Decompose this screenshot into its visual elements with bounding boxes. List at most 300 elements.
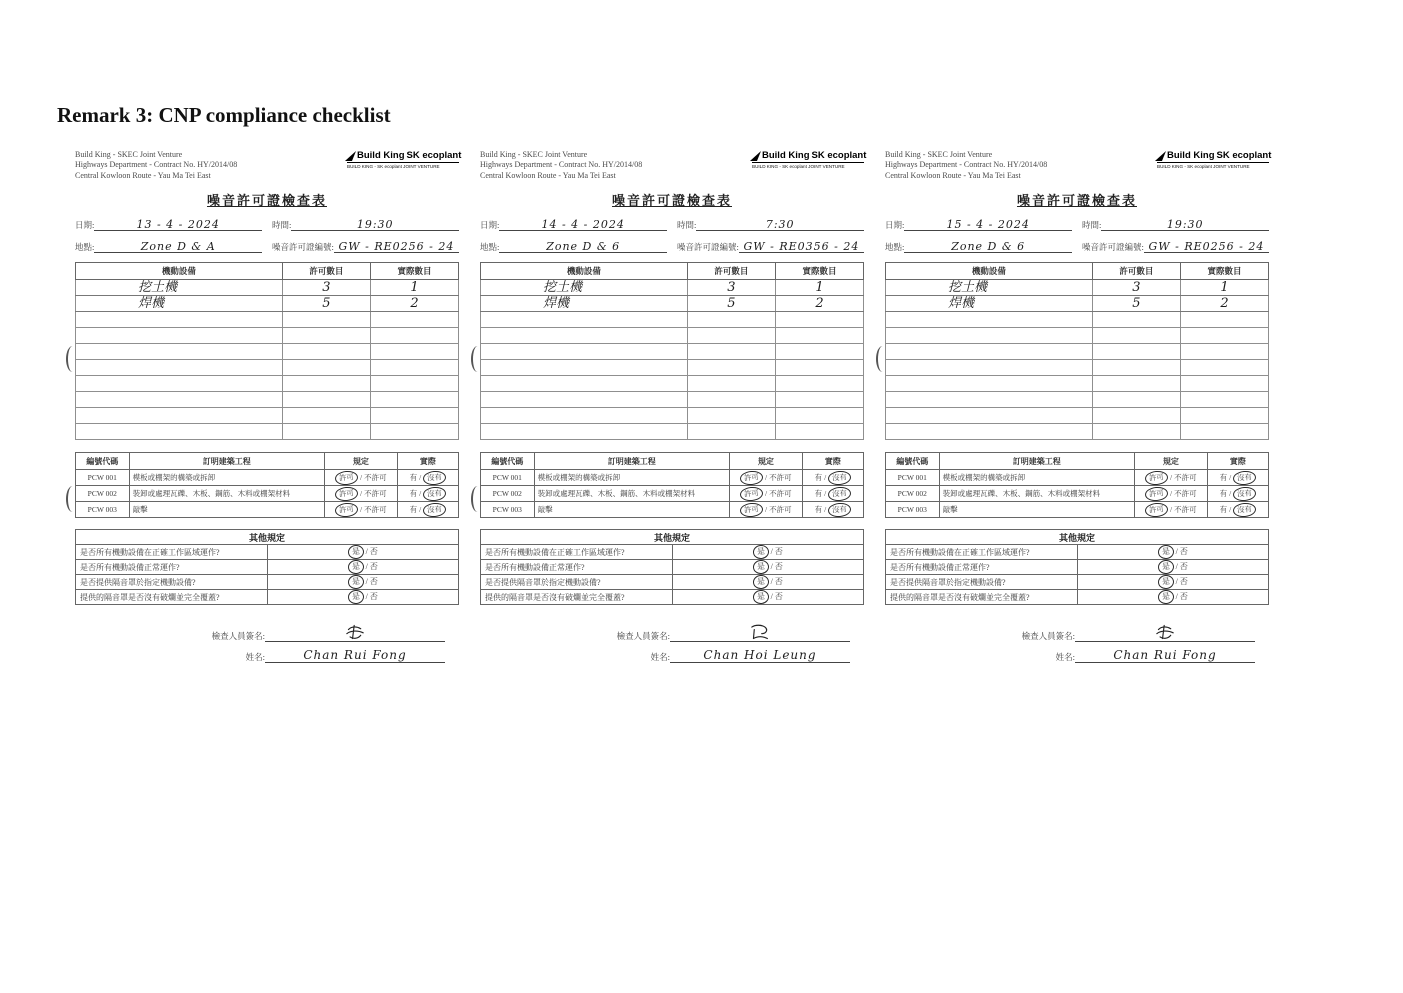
permit-no-label: 噪音許可證編號: <box>1082 242 1144 253</box>
logo-flag-icon <box>1155 151 1166 161</box>
time-label: 時間: <box>677 220 697 231</box>
cnp-form-2 <box>480 150 867 663</box>
time-label: 時間: <box>1082 220 1102 231</box>
location-label: 地點: <box>480 242 500 253</box>
logo-flag-icon <box>750 151 761 161</box>
option-separator: / <box>770 547 773 557</box>
pcw-desc: 裝卸或處理瓦礫、木板、鋼筋、木料或棚架材料 <box>939 486 1134 502</box>
other-rules-table <box>480 529 864 605</box>
other-question: 是否所有機動設備正常運作? <box>886 560 1078 575</box>
circled-answer: 沒有 <box>828 502 852 518</box>
form-title: 噪音許可證檢查表 <box>206 193 327 209</box>
circled-answer: 沒有 <box>1233 486 1257 502</box>
signature-scribble <box>338 623 372 641</box>
circled-answer: 沒有 <box>423 486 447 502</box>
option-separator: / <box>365 577 368 587</box>
permitted-count-header: 許可數目 <box>282 263 370 280</box>
option-separator: / <box>1175 562 1178 572</box>
option-separator: / <box>824 472 827 482</box>
table-row <box>481 486 864 502</box>
option-no: 否 <box>774 562 783 572</box>
other-question: 是否所有機動設備正常運作? <box>76 560 268 575</box>
equipment-name: 挖土機 <box>76 280 283 296</box>
table-row-empty <box>886 360 1269 376</box>
circled-answer: 是 <box>1157 575 1174 590</box>
table-row <box>76 590 459 605</box>
actual-count: 2 <box>370 296 458 312</box>
permitted-count: 5 <box>687 296 775 312</box>
time-value: 19:30 <box>356 218 394 232</box>
circled-answer: 是 <box>347 590 364 605</box>
option-have: 有 <box>814 488 823 498</box>
inspector-signature-label: 檢查人員簽名: <box>211 631 265 642</box>
option-not-permitted: 不許可 <box>364 472 387 482</box>
permit-no-field <box>1082 239 1269 253</box>
inspector-signature-label: 檢查人員簽名: <box>1021 631 1075 642</box>
form-title: 噪音許可證檢查表 <box>611 193 732 209</box>
buildking-sk-logo <box>752 150 867 169</box>
inspector-name: Chan Rui Fong <box>1113 648 1217 663</box>
location-field <box>885 239 1072 253</box>
form-title: 噪音許可證檢查表 <box>1016 193 1137 209</box>
actual-count-header: 實際數目 <box>775 263 863 280</box>
pcw-actual-header: 實際 <box>1207 453 1268 470</box>
table-row-empty <box>481 408 864 424</box>
logo-brand-sk-ecoplant: SK ecoplant <box>1216 150 1272 161</box>
table-row <box>886 296 1269 312</box>
pcw-code: PCW 003 <box>886 502 940 518</box>
logo-brand-sk-ecoplant: SK ecoplant <box>406 150 462 161</box>
circled-answer: 是 <box>752 575 769 590</box>
other-rules-title: 其他規定 <box>76 530 459 545</box>
signature-block <box>193 623 445 663</box>
table-row <box>481 296 864 312</box>
equipment-header: 機動設備 <box>76 263 283 280</box>
equipment-name: 焊機 <box>481 296 688 312</box>
logo-brand-buildking: Build King <box>762 150 810 161</box>
table-row <box>481 575 864 590</box>
table-row-empty <box>481 328 864 344</box>
table-row-empty <box>886 328 1269 344</box>
pcw-code: PCW 001 <box>481 470 535 486</box>
option-no: 否 <box>369 592 378 602</box>
option-no: 否 <box>1179 577 1188 587</box>
permit-no-value: GW - RE0256 - 24 <box>1148 240 1265 254</box>
option-no: 否 <box>369 547 378 557</box>
circled-answer: 沒有 <box>828 486 852 502</box>
time-field <box>677 217 864 231</box>
option-separator: / <box>419 504 422 514</box>
permit-no-value: GW - RE0356 - 24 <box>743 240 860 254</box>
table-row-empty <box>76 392 459 408</box>
circled-answer: 許可 <box>1144 486 1168 502</box>
permit-no-field <box>272 239 459 253</box>
circled-answer: 許可 <box>1144 470 1168 486</box>
permitted-count: 3 <box>687 280 775 296</box>
option-not-permitted: 不許可 <box>769 504 792 514</box>
scanned-forms-row <box>75 150 1272 663</box>
table-row <box>886 575 1269 590</box>
other-question: 是否所有機動設備在正確工作區域運作? <box>886 545 1078 560</box>
option-no: 否 <box>369 577 378 587</box>
pcw-actual-header: 實際 <box>397 453 458 470</box>
company-line: Highways Department - Contract No. HY/2014/08 <box>75 160 238 170</box>
circled-answer: 許可 <box>334 486 358 502</box>
pcw-desc: 裝卸或處理瓦礫、木板、鋼筋、木料或棚架材料 <box>129 486 324 502</box>
logo-brand-buildking: Build King <box>357 150 405 161</box>
equipment-name: 挖土機 <box>481 280 688 296</box>
option-separator: / <box>360 472 363 482</box>
logo-tagline: BUILD KING - SK ecoplant JOINT VENTURE <box>347 162 459 169</box>
pcw-desc: 裝卸或處理瓦礫、木板、鋼筋、木料或棚架材料 <box>534 486 729 502</box>
option-not-permitted: 不許可 <box>364 488 387 498</box>
pcw-desc: 模板或棚架的構築或拆卸 <box>534 470 729 486</box>
pcw-desc: 敲擊 <box>129 502 324 518</box>
date-label: 日期: <box>75 220 95 231</box>
actual-count-header: 實際數目 <box>370 263 458 280</box>
other-question: 是否所有機動設備在正確工作區域運作? <box>481 545 673 560</box>
circled-answer: 是 <box>752 545 769 560</box>
pcw-work-header: 訂明建築工程 <box>939 453 1134 470</box>
equipment-table <box>480 262 864 440</box>
company-line: Highways Department - Contract No. HY/2014/08 <box>885 160 1048 170</box>
circled-answer: 是 <box>347 545 364 560</box>
option-separator: / <box>365 592 368 602</box>
pcw-code: PCW 003 <box>481 502 535 518</box>
permitted-count: 5 <box>282 296 370 312</box>
signature-scribble <box>743 623 777 641</box>
option-separator: / <box>365 562 368 572</box>
equipment-name: 焊機 <box>886 296 1093 312</box>
permitted-count-header: 許可數目 <box>687 263 775 280</box>
location-field <box>480 239 667 253</box>
option-have: 有 <box>1219 472 1228 482</box>
time-value: 7:30 <box>765 218 795 232</box>
option-not-permitted: 不許可 <box>769 488 792 498</box>
company-line: Build King - SKEC Joint Venture <box>75 150 183 159</box>
table-row <box>886 486 1269 502</box>
permit-no-field <box>677 239 864 253</box>
option-separator: / <box>360 488 363 498</box>
table-row-empty <box>481 344 864 360</box>
time-field <box>1082 217 1269 231</box>
equipment-name: 挖土機 <box>886 280 1093 296</box>
table-row <box>886 502 1269 518</box>
table-row <box>481 545 864 560</box>
option-separator: / <box>765 504 768 514</box>
table-row <box>76 560 459 575</box>
other-question: 是否提供隔音罩於指定機動設備? <box>886 575 1078 590</box>
location-value: Zone D & A <box>140 240 216 254</box>
actual-count-header: 實際數目 <box>1180 263 1268 280</box>
circled-answer: 是 <box>1157 590 1174 605</box>
circled-answer: 許可 <box>1144 502 1168 518</box>
table-row-empty <box>481 392 864 408</box>
company-address-block <box>480 150 642 181</box>
table-row <box>886 280 1269 296</box>
pcw-code-header: 編號代碼 <box>76 453 130 470</box>
option-separator: / <box>770 577 773 587</box>
table-row-empty <box>76 376 459 392</box>
circled-answer: 是 <box>1157 545 1174 560</box>
location-value: Zone D & 6 <box>546 240 621 254</box>
pcw-table <box>480 452 864 518</box>
option-separator: / <box>360 504 363 514</box>
buildking-sk-logo <box>1157 150 1272 169</box>
table-row <box>76 545 459 560</box>
pcw-actual-header: 實際 <box>802 453 863 470</box>
table-row-empty <box>481 360 864 376</box>
scan-curl-artifact <box>471 486 484 512</box>
time-field <box>272 217 459 231</box>
other-question: 是否提供隔音罩於指定機動設備? <box>76 575 268 590</box>
option-separator: / <box>765 488 768 498</box>
table-row-empty <box>76 424 459 440</box>
signature-scribble <box>1148 623 1182 641</box>
table-row <box>76 280 459 296</box>
option-no: 否 <box>1179 562 1188 572</box>
other-question: 是否提供隔音罩於指定機動設備? <box>481 575 673 590</box>
form-header <box>480 150 867 181</box>
option-no: 否 <box>1179 547 1188 557</box>
circled-answer: 沒有 <box>423 470 447 486</box>
date-label: 日期: <box>885 220 905 231</box>
option-separator: / <box>824 488 827 498</box>
inspector-name: Chan Hoi Leung <box>703 648 817 663</box>
option-not-permitted: 不許可 <box>1174 504 1197 514</box>
circled-answer: 許可 <box>739 502 763 518</box>
pcw-desc: 模板或棚架的構築或拆卸 <box>939 470 1134 486</box>
other-rules-table <box>885 529 1269 605</box>
other-rules-table <box>75 529 459 605</box>
table-row-empty <box>886 376 1269 392</box>
scan-curl-artifact <box>471 346 484 372</box>
table-row <box>76 502 459 518</box>
table-row <box>481 590 864 605</box>
logo-brand-buildking: Build King <box>1167 150 1215 161</box>
table-row <box>886 470 1269 486</box>
option-have: 有 <box>409 504 418 514</box>
circled-answer: 沒有 <box>423 502 447 518</box>
table-row <box>481 560 864 575</box>
circled-answer: 沒有 <box>1233 502 1257 518</box>
inspector-signature-label: 檢查人員簽名: <box>616 631 670 642</box>
time-value: 19:30 <box>1166 218 1204 232</box>
option-separator: / <box>1170 504 1173 514</box>
pcw-table <box>885 452 1269 518</box>
table-row <box>76 470 459 486</box>
option-separator: / <box>419 472 422 482</box>
circled-answer: 許可 <box>739 470 763 486</box>
equipment-name: 焊機 <box>76 296 283 312</box>
other-rules-title: 其他規定 <box>481 530 864 545</box>
permitted-count: 3 <box>1092 280 1180 296</box>
permit-no-label: 噪音許可證編號: <box>272 242 334 253</box>
option-separator: / <box>365 547 368 557</box>
circled-answer: 許可 <box>739 486 763 502</box>
company-line: Central Kowloon Route - Yau Ma Tei East <box>75 170 211 180</box>
circled-answer: 沒有 <box>1233 470 1257 486</box>
option-not-permitted: 不許可 <box>364 504 387 514</box>
table-row-empty <box>76 328 459 344</box>
company-line: Central Kowloon Route - Yau Ma Tei East <box>480 170 616 180</box>
table-row <box>481 502 864 518</box>
table-row-empty <box>76 360 459 376</box>
company-line: Highways Department - Contract No. HY/2014/08 <box>480 160 643 170</box>
scan-curl-artifact <box>66 346 79 372</box>
option-have: 有 <box>1219 488 1228 498</box>
pcw-work-header: 訂明建築工程 <box>129 453 324 470</box>
option-separator: / <box>1175 547 1178 557</box>
circled-answer: 許可 <box>334 470 358 486</box>
pcw-table <box>75 452 459 518</box>
company-line: Build King - SKEC Joint Venture <box>885 150 993 159</box>
option-separator: / <box>419 488 422 498</box>
table-row <box>76 296 459 312</box>
table-row <box>481 470 864 486</box>
pcw-code-header: 編號代碼 <box>886 453 940 470</box>
inspector-name: Chan Rui Fong <box>303 648 407 663</box>
company-line: Central Kowloon Route - Yau Ma Tei East <box>885 170 1021 180</box>
cnp-form-1 <box>75 150 462 663</box>
table-row <box>886 560 1269 575</box>
cnp-form-3 <box>885 150 1272 663</box>
other-question: 是否所有機動設備在正確工作區域運作? <box>76 545 268 560</box>
option-have: 有 <box>409 488 418 498</box>
circled-answer: 許可 <box>334 502 358 518</box>
pcw-code: PCW 002 <box>76 486 130 502</box>
circled-answer: 是 <box>752 590 769 605</box>
option-separator: / <box>1229 504 1232 514</box>
pcw-code: PCW 001 <box>886 470 940 486</box>
option-separator: / <box>1170 472 1173 482</box>
signature-block <box>1003 623 1255 663</box>
pcw-code: PCW 003 <box>76 502 130 518</box>
date-value: 15 - 4 - 2024 <box>946 218 1030 232</box>
table-row <box>76 486 459 502</box>
other-question: 提供的隔音罩是否沒有破爛並完全覆蓋? <box>76 590 268 605</box>
company-address-block <box>885 150 1047 181</box>
option-no: 否 <box>774 547 783 557</box>
pcw-desc: 敲擊 <box>534 502 729 518</box>
option-no: 否 <box>1179 592 1188 602</box>
actual-count: 1 <box>370 280 458 296</box>
location-value: Zone D & 6 <box>951 240 1026 254</box>
actual-count: 1 <box>1180 280 1268 296</box>
table-row-empty <box>886 408 1269 424</box>
actual-count: 1 <box>775 280 863 296</box>
option-separator: / <box>1175 577 1178 587</box>
circled-answer: 是 <box>347 575 364 590</box>
logo-tagline: BUILD KING - SK ecoplant JOINT VENTURE <box>1157 162 1269 169</box>
date-field <box>480 217 667 231</box>
permit-no-value: GW - RE0256 - 24 <box>338 240 455 254</box>
circled-answer: 沒有 <box>828 470 852 486</box>
company-line: Build King - SKEC Joint Venture <box>480 150 588 159</box>
other-question: 提供的隔音罩是否沒有破爛並完全覆蓋? <box>886 590 1078 605</box>
location-label: 地點: <box>885 242 905 253</box>
pcw-code: PCW 002 <box>886 486 940 502</box>
table-row-empty <box>886 392 1269 408</box>
table-row-empty <box>886 312 1269 328</box>
circled-answer: 是 <box>1157 560 1174 575</box>
time-label: 時間: <box>272 220 292 231</box>
table-row-empty <box>76 312 459 328</box>
actual-count: 2 <box>1180 296 1268 312</box>
pcw-desc: 模板或棚架的構築或拆卸 <box>129 470 324 486</box>
option-no: 否 <box>774 592 783 602</box>
option-have: 有 <box>814 504 823 514</box>
logo-tagline: BUILD KING - SK ecoplant JOINT VENTURE <box>752 162 864 169</box>
date-label: 日期: <box>480 220 500 231</box>
option-have: 有 <box>814 472 823 482</box>
permitted-count: 3 <box>282 280 370 296</box>
option-separator: / <box>1170 488 1173 498</box>
logo-brand-sk-ecoplant: SK ecoplant <box>811 150 867 161</box>
option-separator: / <box>1229 472 1232 482</box>
option-not-permitted: 不許可 <box>769 472 792 482</box>
permitted-count: 5 <box>1092 296 1180 312</box>
logo-flag-icon <box>345 151 356 161</box>
other-rules-title: 其他規定 <box>886 530 1269 545</box>
permitted-count-header: 許可數目 <box>1092 263 1180 280</box>
pcw-code: PCW 002 <box>481 486 535 502</box>
option-separator: / <box>770 592 773 602</box>
pcw-rule-header: 規定 <box>324 453 397 470</box>
form-header <box>75 150 462 181</box>
table-row-empty <box>481 312 864 328</box>
other-question: 提供的隔音罩是否沒有破爛並完全覆蓋? <box>481 590 673 605</box>
signature-block <box>598 623 850 663</box>
circled-answer: 是 <box>347 560 364 575</box>
pcw-code: PCW 001 <box>76 470 130 486</box>
date-value: 14 - 4 - 2024 <box>541 218 625 232</box>
name-label: 姓名: <box>1055 652 1075 663</box>
pcw-code-header: 編號代碼 <box>481 453 535 470</box>
scan-curl-artifact <box>876 346 889 372</box>
option-not-permitted: 不許可 <box>1174 472 1197 482</box>
option-have: 有 <box>1219 504 1228 514</box>
table-row <box>481 280 864 296</box>
name-label: 姓名: <box>245 652 265 663</box>
option-separator: / <box>765 472 768 482</box>
equipment-table <box>885 262 1269 440</box>
company-address-block <box>75 150 237 181</box>
permit-no-label: 噪音許可證編號: <box>677 242 739 253</box>
equipment-header: 機動設備 <box>886 263 1093 280</box>
buildking-sk-logo <box>347 150 462 169</box>
option-no: 否 <box>369 562 378 572</box>
option-not-permitted: 不許可 <box>1174 488 1197 498</box>
option-separator: / <box>824 504 827 514</box>
option-separator: / <box>1175 592 1178 602</box>
option-separator: / <box>770 562 773 572</box>
table-row-empty <box>481 376 864 392</box>
table-row-empty <box>76 344 459 360</box>
actual-count: 2 <box>775 296 863 312</box>
table-row-empty <box>886 424 1269 440</box>
date-field <box>885 217 1072 231</box>
circled-answer: 是 <box>752 560 769 575</box>
table-row-empty <box>886 344 1269 360</box>
table-row-empty <box>481 424 864 440</box>
pcw-rule-header: 規定 <box>1134 453 1207 470</box>
pcw-work-header: 訂明建築工程 <box>534 453 729 470</box>
other-question: 是否所有機動設備正常運作? <box>481 560 673 575</box>
option-have: 有 <box>409 472 418 482</box>
equipment-table <box>75 262 459 440</box>
pcw-desc: 敲擊 <box>939 502 1134 518</box>
